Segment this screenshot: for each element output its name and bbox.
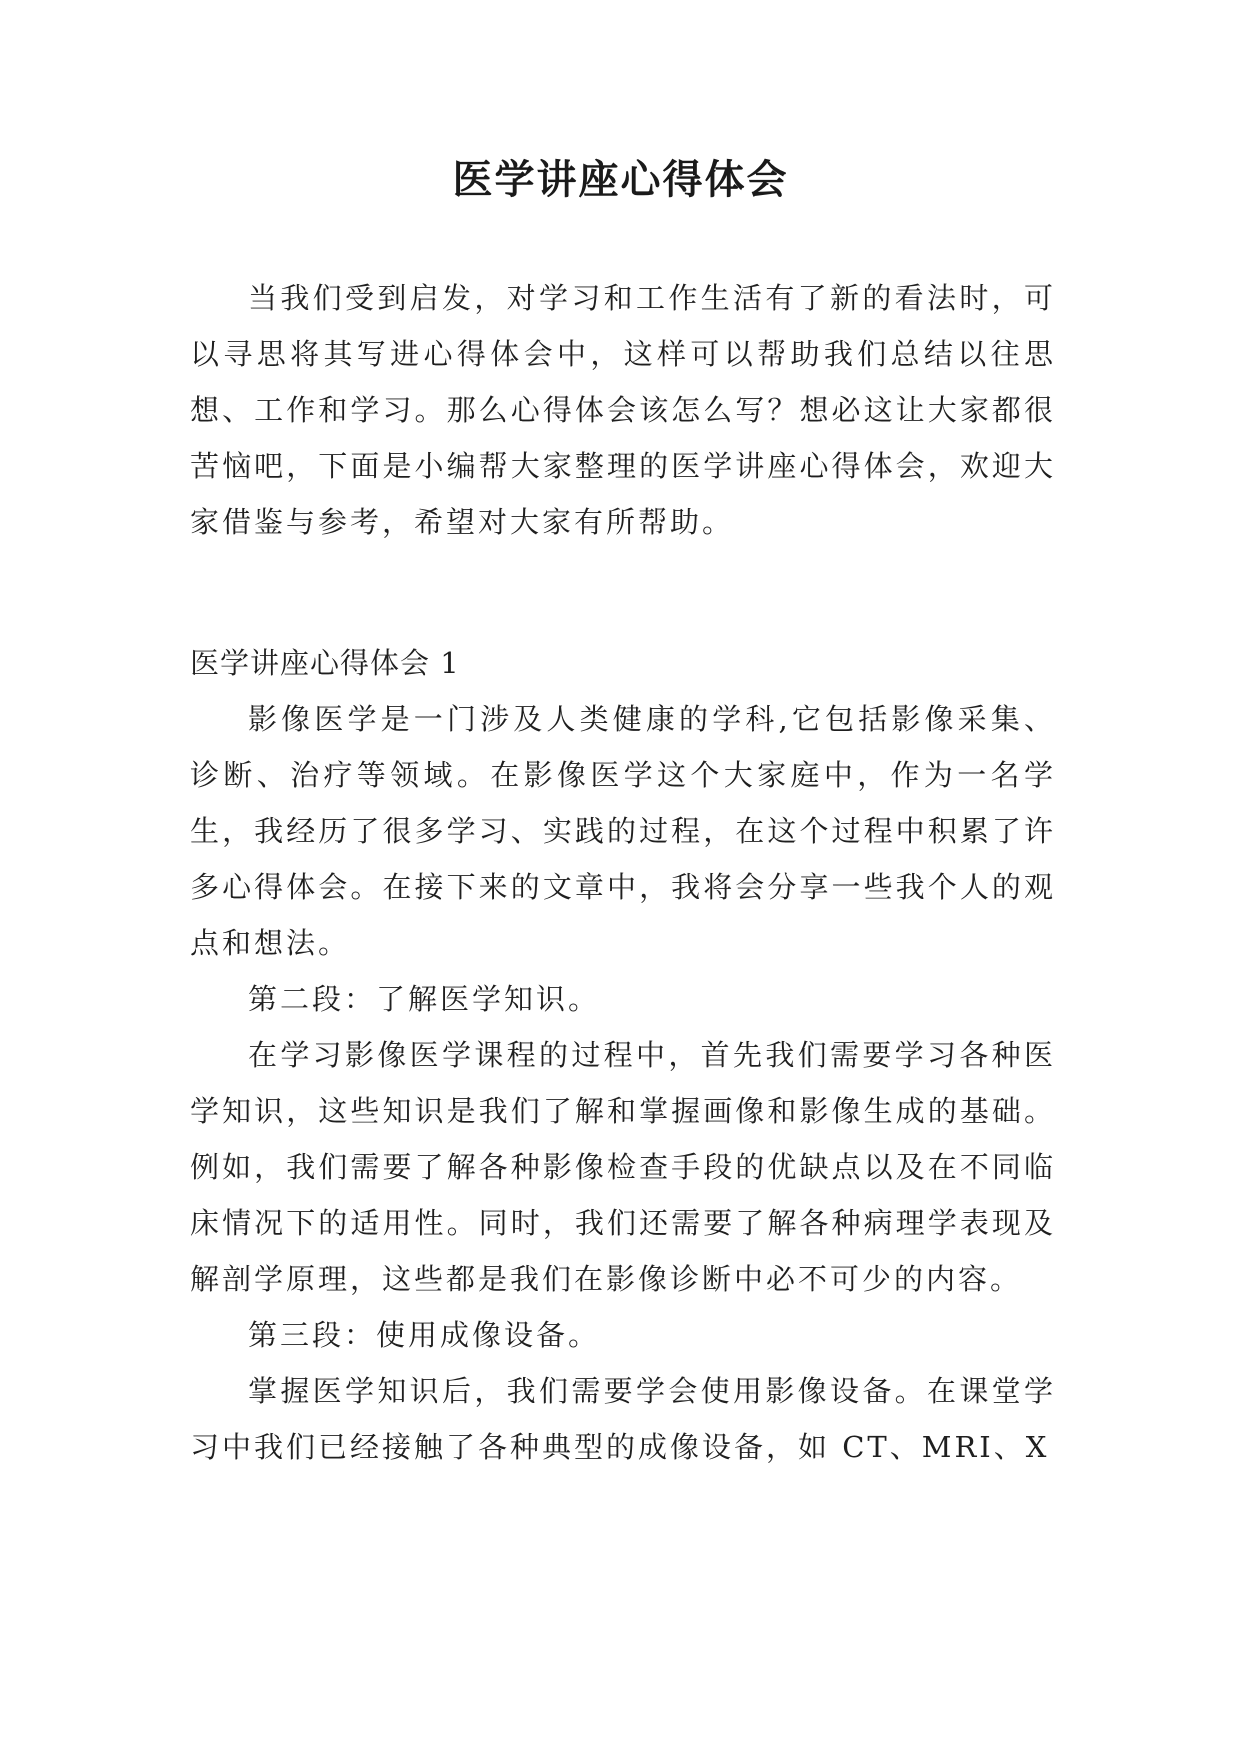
body-paragraph: 影像医学是一门涉及人类健康的学科,它包括影像采集、诊断、治疗等领域。在影像医学这个大家庭中，作为一名学生，我经历了很多学习、实践的过程，在这个过程中积累了许多心得体会。在接下来的文章中，我将会分享一些我个人的观点和想法。	[190, 702, 1056, 960]
intro-block	[190, 270, 1056, 550]
subheading-paragraph: 第二段：了解医学知识。	[248, 982, 601, 1016]
subheading-paragraph: 第三段：使用成像设备。	[248, 1318, 601, 1352]
section-heading: 医学讲座心得体会 1	[190, 646, 460, 680]
document-title: 医学讲座心得体会	[452, 156, 789, 203]
body-paragraph: 在学习影像医学课程的过程中，首先我们需要学习各种医学知识，这些知识是我们了解和掌握画像和影像生成的基础。例如，我们需要了解各种影像检查手段的优缺点以及在不同临床情况下的适用性。同时，我们还需要了解各种病理学表现及解剖学原理，这些都是我们在影像诊断中必不可少的内容。	[190, 1038, 1056, 1296]
article-block	[190, 635, 1056, 1475]
body-paragraph: 掌握医学知识后，我们需要学会使用影像设备。在课堂学习中我们已经接触了各种典型的成像设备，如 CT、MRI、X	[190, 1374, 1056, 1464]
intro-paragraph: 当我们受到启发，对学习和工作生活有了新的看法时，可以寻思将其写进心得体会中，这样可以帮助我们总结以往思想、工作和学习。那么心得体会该怎么写？想必这让大家都很苦恼吧，下面是小编帮大家整理的医学讲座心得体会，欢迎大家借鉴与参考，希望对大家有所帮助。	[190, 281, 1056, 539]
